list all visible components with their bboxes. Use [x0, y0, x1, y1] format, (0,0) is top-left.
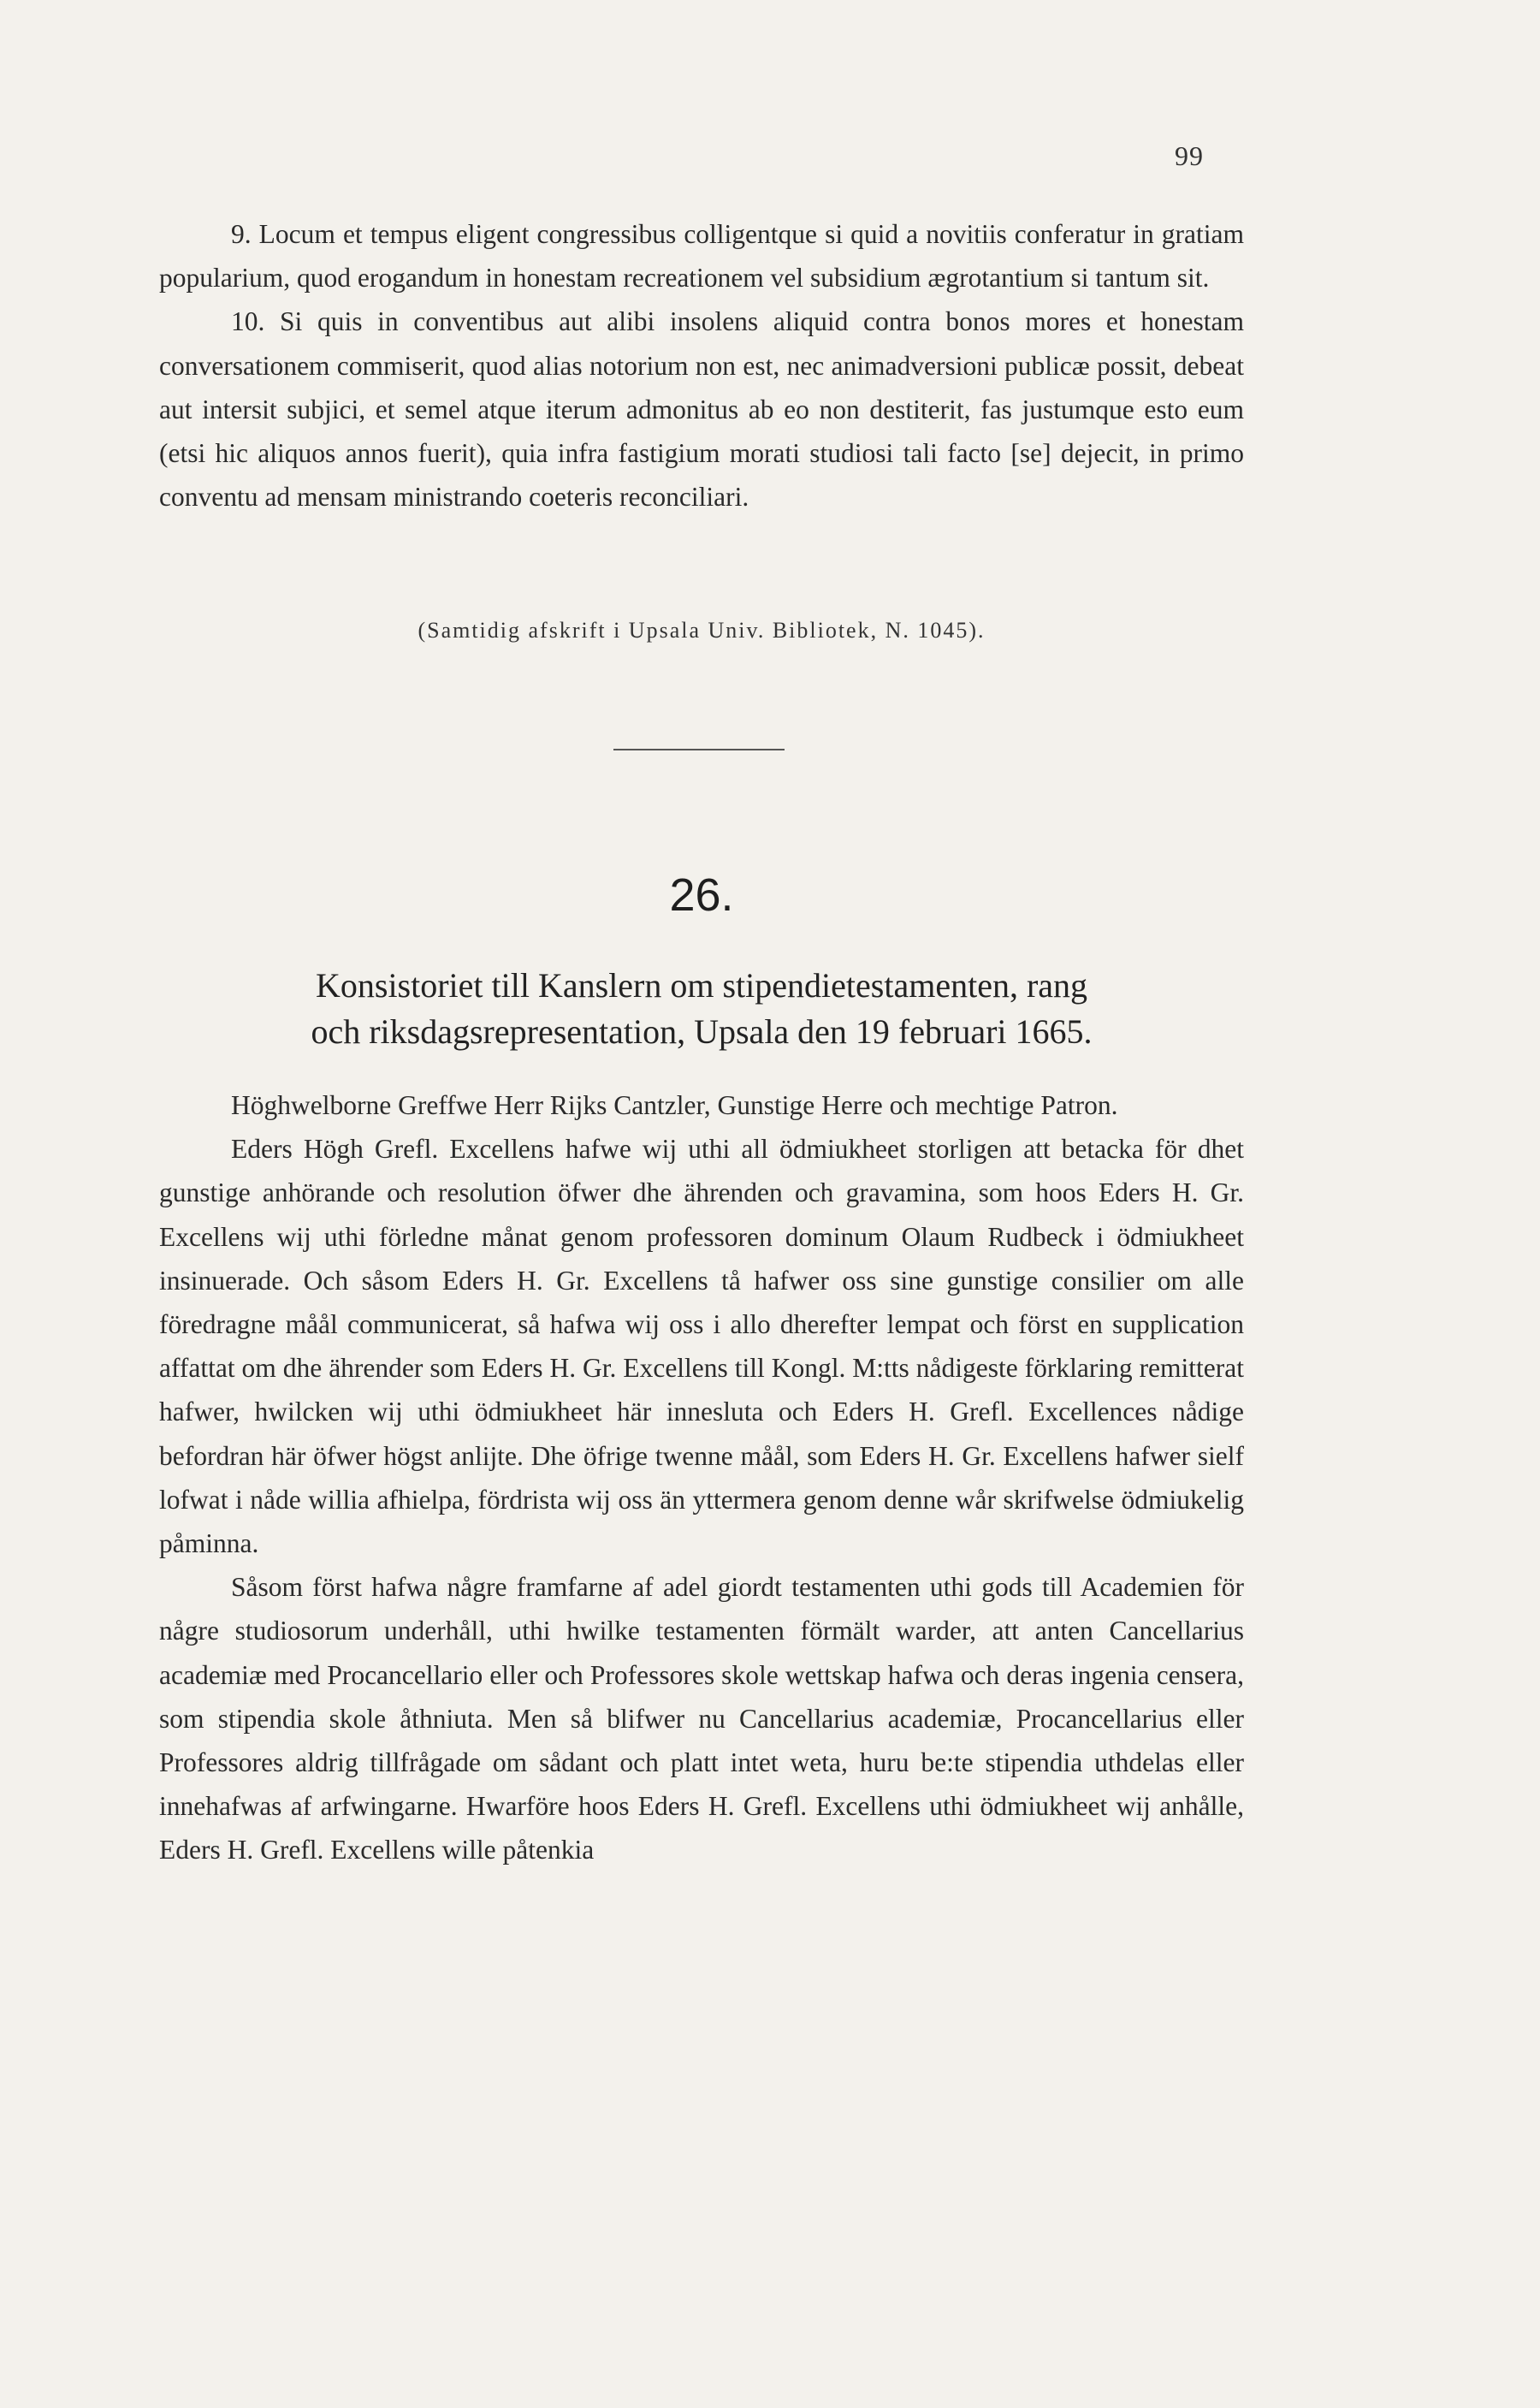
page-number: 99: [1175, 140, 1204, 171]
latin-paragraph-9: 9. Locum et tempus eligent congressibus colligentque si quid a novitiis conferatur in gratiam popularium, quod erogandum in honestam recreationem vel subsidium ægrotantium si tantum sit.: [159, 219, 1244, 294]
salutation: Höghwelborne Greffwe Herr Rijks Cantzler, Gunstige Herre och mechtige Patron.: [231, 1090, 1118, 1120]
document-heading: [159, 963, 1244, 1055]
section-divider: [613, 749, 785, 750]
letter-paragraph-2: Såsom först hafwa någre framfarne af adel giordt testamenten uthi gods till Academien för någre studiosorum underhåll, uthi hwilke testamenten förmält warder, att anten Cancellarius academiæ med Procancellario eller och Professores skole wettskap hafwa och deras ingenia censera, som stipendia skole åthniuta. Men så blifwer nu Cancellarius academiæ, Procancellarius eller Professores aldrig tillfrågade om sådant och platt intet weta, huru be:te stipendia uthdelas eller innehafwas af arfwingarne. Hwarföre hoos Eders H. Grefl. Excellens uthi ödmiukheet wij anhålle, Eders H. Grefl. Excellens wille påtenkia: [159, 1572, 1244, 1865]
latin-text-block: [159, 212, 1244, 519]
document-number: 26.: [669, 869, 734, 921]
latin-paragraph-10: 10. Si quis in conventibus aut alibi insolens aliquid contra bonos mores et honestam conversationem commiserit, quod alias notorium non est, nec animadversioni publicæ possit, debeat aut intersit subjici, et semel atque iterum admonitus ab eo non destiterit, fas justumque esto eum (etsi hic aliquos annos fuerit), quia infra fastigium morati studiosi tali facto [se] dejecit, in primo conventu ad mensam ministrando coeteris reconciliari.: [159, 306, 1244, 513]
letter-paragraph-1: Eders Högh Grefl. Excellens hafwe wij uthi all ödmiukheet storligen att betacka för dhet gunstige anhörande och resolution öfwer dhe ährenden och gravamina, som hoos Eders H. Gr. Excellens wij uthi förledne månat genom professoren dominum Olaum Rudbeck i ödmiukheet insinuerade. Och såsom Eders H. Gr. Excellens tå hafwer oss sine gunstige consilier om alle föredragne måål communicerat, så hafwa wij oss i allo dherefter lempat och först en supplication affattat om dhe ährender som Eders H. Gr. Excellens till Kongl. M:tts nådigeste förklaring remitterat hafwer, hwilcken wij uthi ödmiukheet här inneslutа och Eders H. Grefl. Excellences nådige befordran här öfwer högst anlijte. Dhe öfrige twenne måål, som Eders H. Gr. Excellens hafwer sielf lofwat i nåde willia afhielpa, fördrista wij oss än yttermera genom denne wår skrifwelse ödmiukelig påminna.: [159, 1134, 1244, 1559]
document-heading-line-2: och riksdagsrepresentation, Upsala den 19 februari 1665.: [311, 1012, 1093, 1051]
source-note: (Samtidig afskrift i Upsala Univ. Bibliotek, N. 1045).: [418, 618, 986, 643]
letter-body: [159, 1083, 1244, 1872]
document-heading-line-1: Konsistoriet till Kanslern om stipendietestamenten, rang: [315, 966, 1088, 1005]
